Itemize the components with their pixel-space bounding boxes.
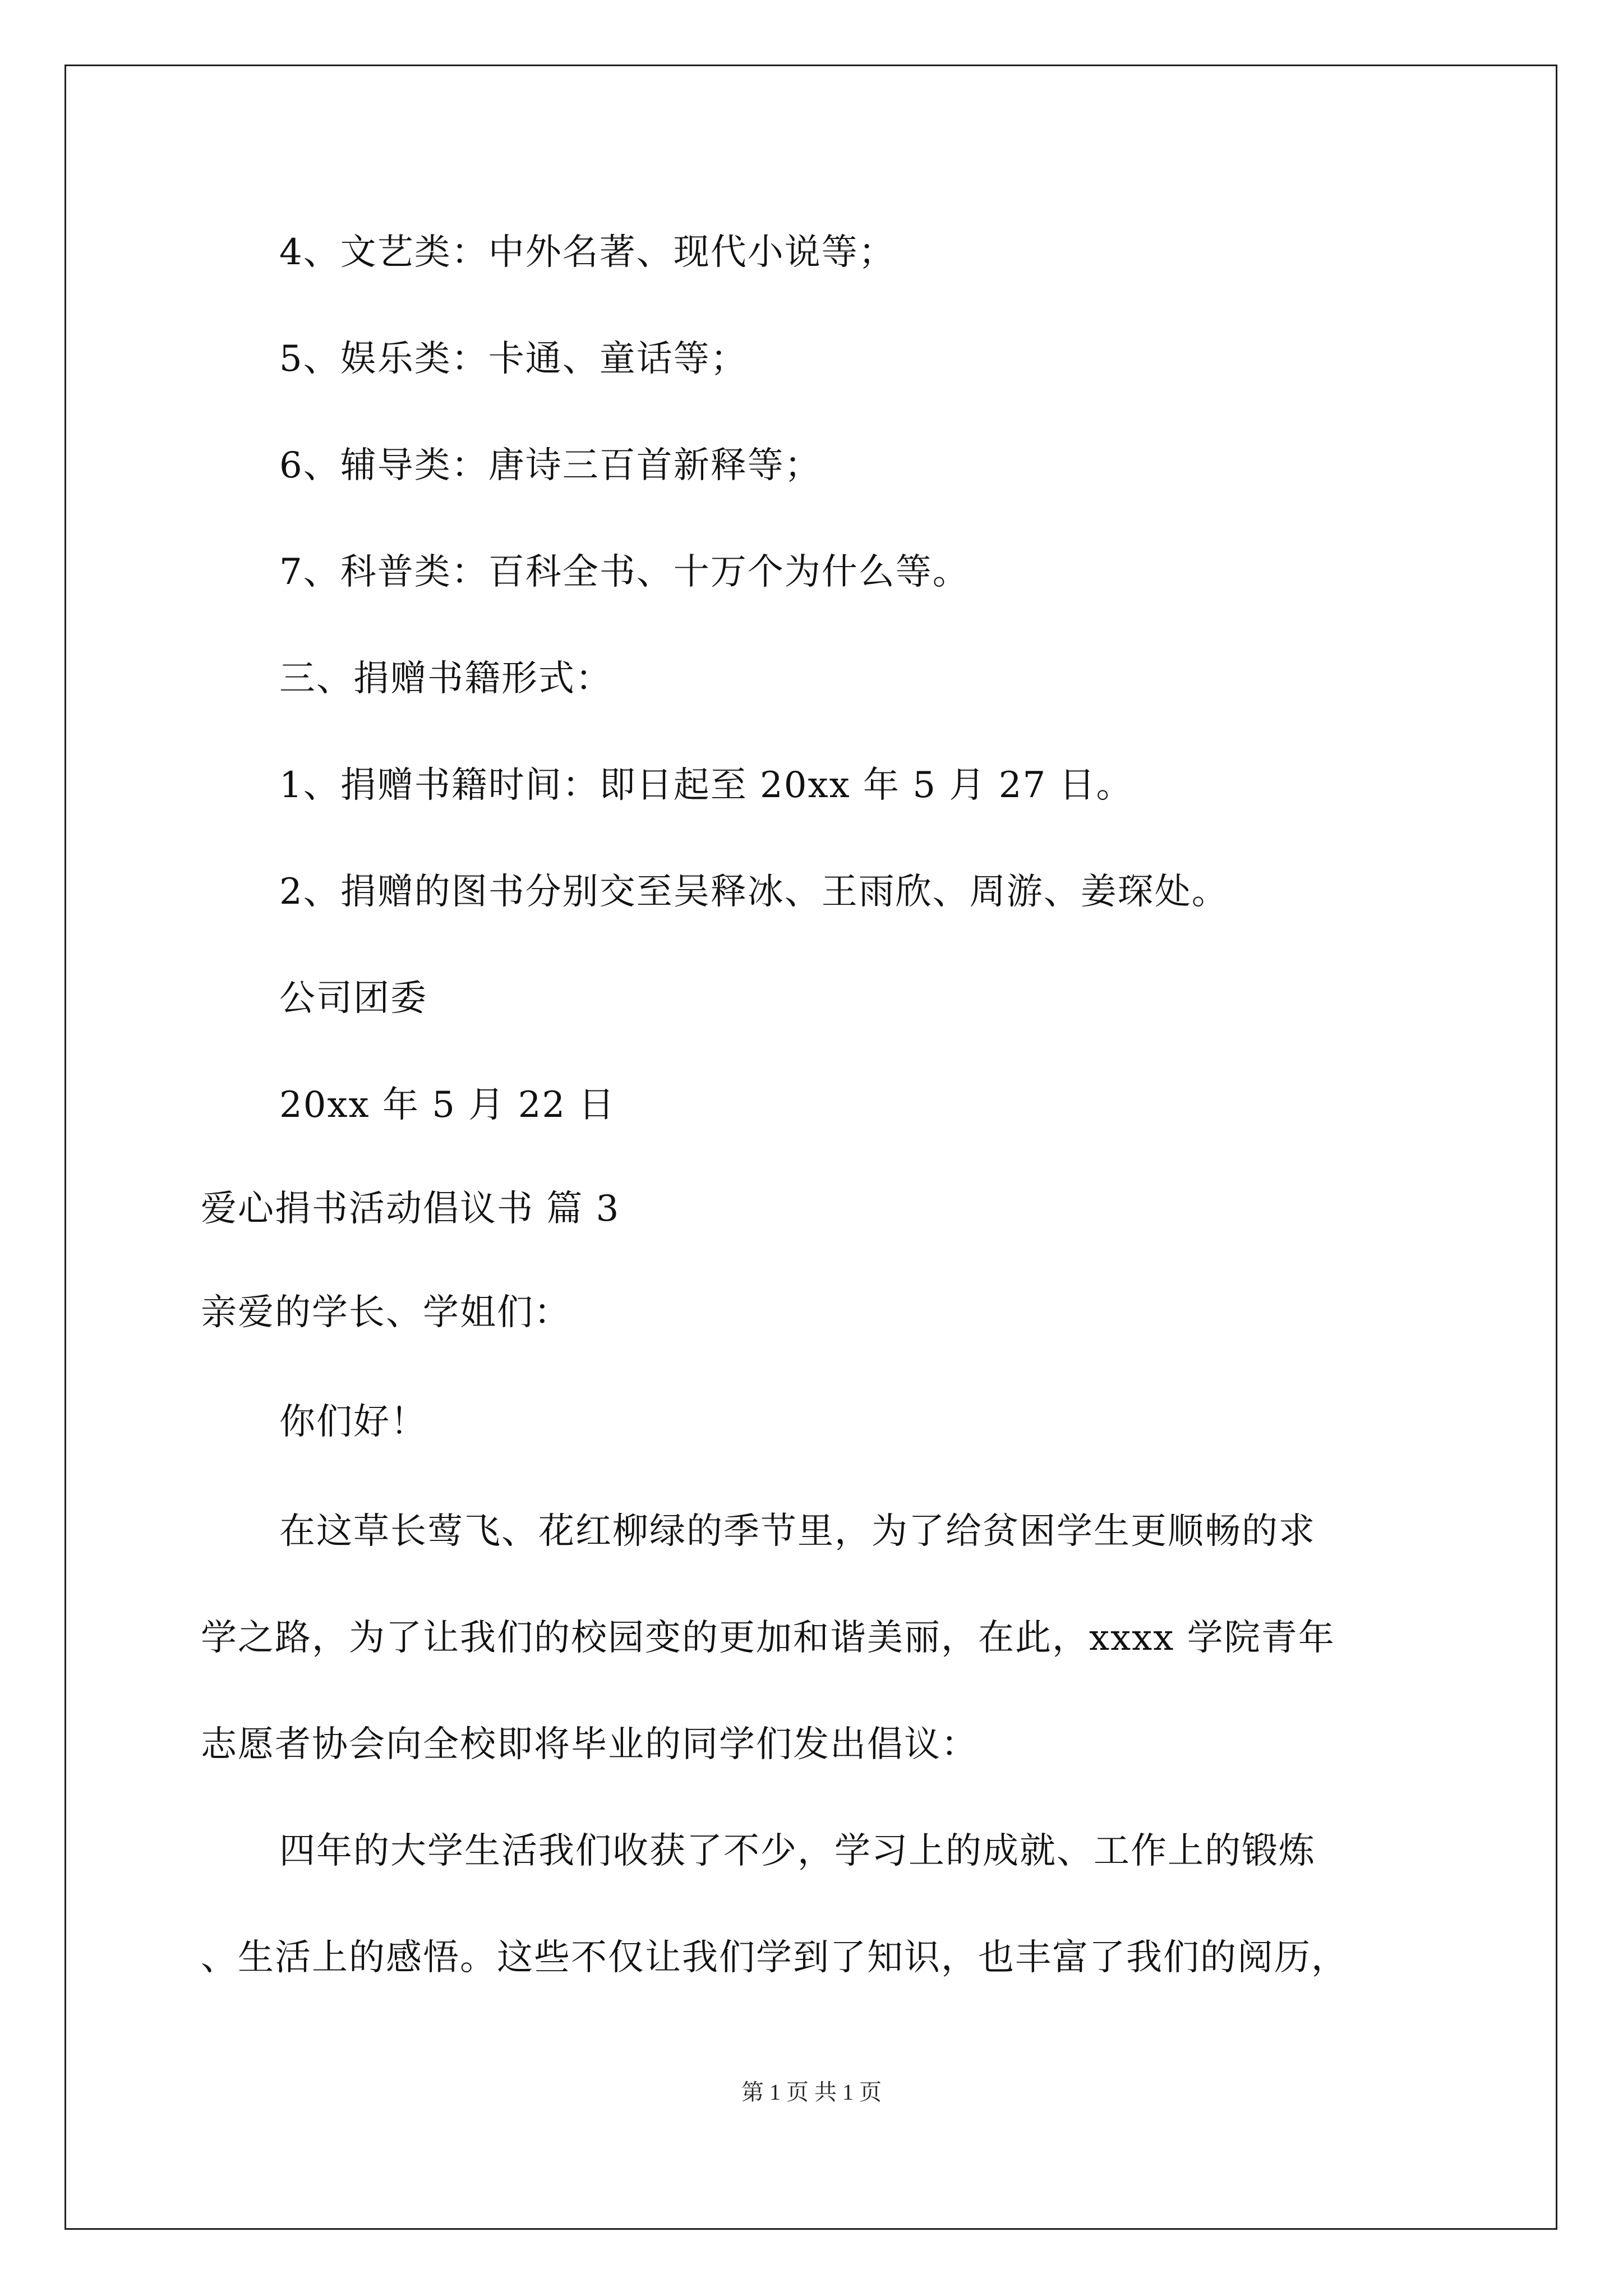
greeting: 你们好！	[279, 1401, 427, 1443]
paragraph-line: 在这草长莺飞、花红柳绿的季节里，为了给贫困学生更顺畅的求	[279, 1511, 1316, 1552]
paragraph-line: 四年的大学生活我们收获了不少，学习上的成就、工作上的锻炼	[279, 1830, 1316, 1872]
list-item-tutoring: 6、辅导类：唐诗三百首新释等；	[279, 445, 822, 486]
list-item-entertainment: 5、娱乐类：卡通、童话等；	[279, 338, 748, 380]
page-border	[64, 65, 1557, 2230]
section-heading-donation-form: 三、捐赠书籍形式：	[279, 658, 612, 700]
signature-organization: 公司团委	[279, 978, 427, 1019]
paragraph-line: 志愿者协会向全校即将毕业的同学们发出倡议：	[201, 1724, 978, 1765]
list-item-literature: 4、文艺类：中外名著、现代小说等；	[279, 232, 896, 273]
signature-date: 20xx 年 5 月 22 日	[279, 1084, 616, 1126]
paragraph-line: 学之路，为了让我们的校园变的更加和谐美丽，在此，xxxx 学院青年	[201, 1617, 1335, 1659]
article-title: 爱心捐书活动倡议书 篇 3	[201, 1188, 620, 1230]
donation-time-line: 1、捐赠书籍时间：即日起至 20xx 年 5 月 27 日。	[279, 765, 1133, 806]
donation-recipients-line: 2、捐赠的图书分别交至吴释冰、王雨欣、周游、姜琛处。	[279, 871, 1229, 913]
page-number-footer: 第 1 页 共 1 页	[741, 2079, 882, 2105]
paragraph-line: 、生活上的感悟。这些不仅让我们学到了知识，也丰富了我们的阅历，	[201, 1937, 1348, 1978]
list-item-science: 7、科普类：百科全书、十万个为什么等。	[279, 551, 970, 593]
salutation: 亲爱的学长、学姐们：	[201, 1292, 571, 1333]
